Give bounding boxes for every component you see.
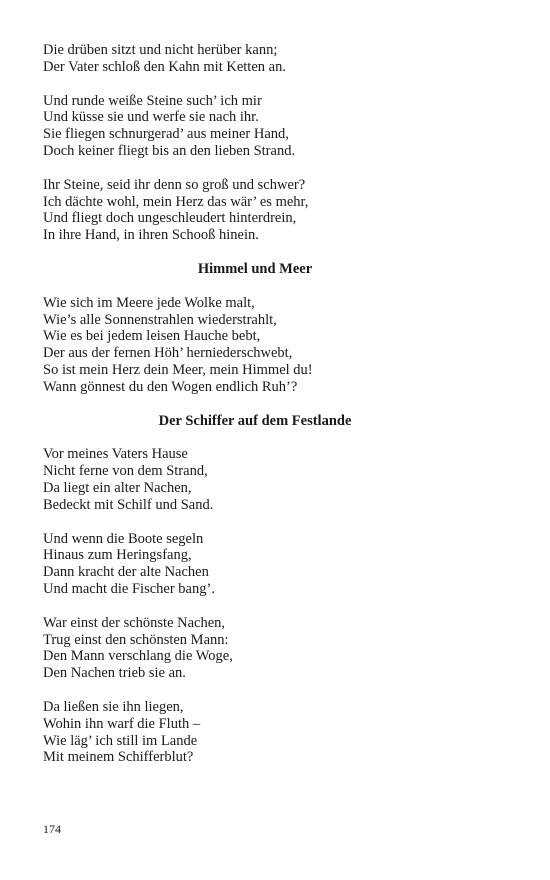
stanza	[43, 615, 467, 682]
verse-line: War einst der schönste Nachen,	[43, 614, 226, 631]
verse-line: Wie’s alle Sonnenstrahlen wiederstrahlt,	[43, 311, 277, 328]
verse-line: Dann kracht der alte Nachen	[43, 564, 209, 581]
verse-line: Da liegt ein alter Nachen,	[43, 479, 192, 496]
verse-line: Da ließen sie ihn liegen,	[43, 698, 184, 715]
verse-line: Wie sich im Meere jede Wolke malt,	[43, 294, 255, 311]
verse-line: Wann gönnest du den Wogen endlich Ruh’?	[43, 378, 298, 395]
verse-line: Wie läg’ ich still im Lande	[43, 732, 198, 749]
verse-line: Nicht ferne von dem Strand,	[43, 463, 208, 480]
page-number: 174	[43, 822, 61, 836]
verse-line: Wohin ihn warf die Fluth –	[43, 715, 201, 732]
verse-line: Der Vater schloß den Kahn mit Ketten an.	[43, 58, 286, 75]
poem-der-schiffer	[43, 413, 467, 767]
poem-title: Himmel und Meer	[197, 260, 313, 277]
verse-line: Und fliegt doch ungeschleudert hinterdrein,	[43, 210, 297, 227]
poem-continuation	[43, 42, 467, 244]
stanza	[43, 93, 467, 160]
stanza	[43, 446, 467, 513]
verse-line: Und wenn die Boote segeln	[43, 530, 204, 547]
verse-line: Ich dächte wohl, mein Herz das wär’ es mehr,	[43, 193, 309, 210]
verse-line: Und macht die Fischer bang’.	[43, 580, 215, 597]
verse-line: So ist mein Herz dein Meer, mein Himmel du!	[43, 361, 313, 378]
verse-line: Sie fliegen schnurgerad’ aus meiner Hand,	[43, 126, 289, 143]
verse-line: Ihr Steine, seid ihr denn so groß und schwer?	[43, 176, 306, 193]
verse-line: Und runde weiße Steine such’ ich mir	[43, 92, 262, 109]
stanza	[43, 699, 467, 766]
verse-line: Wie es bei jedem leisen Hauche bebt,	[43, 328, 261, 345]
verse-line: Die drüben sitzt und nicht herüber kann;	[43, 42, 278, 58]
poem-himmel-und-meer	[43, 261, 467, 396]
stanza	[43, 531, 467, 598]
verse-line: Den Mann verschlang die Woge,	[43, 648, 233, 665]
verse-line: Hinaus zum Heringsfang,	[43, 547, 192, 564]
poem-title: Der Schiffer auf dem Festlande	[158, 412, 352, 429]
page-body	[43, 42, 467, 783]
verse-line: Und küsse sie und werfe sie nach ihr.	[43, 109, 259, 126]
stanza	[43, 42, 467, 76]
verse-line: Doch keiner fliegt bis an den lieben Strand.	[43, 142, 296, 159]
verse-line: Bedeckt mit Schilf und Sand.	[43, 496, 214, 513]
verse-line: Der aus der fernen Höh’ herniederschwebt,	[43, 345, 293, 362]
verse-line: Den Nachen trieb sie an.	[43, 665, 186, 682]
verse-line: Vor meines Vaters Hause	[43, 446, 188, 463]
stanza	[43, 295, 467, 396]
verse-line: Trug einst den schönsten Mann:	[43, 631, 229, 648]
stanza	[43, 177, 467, 244]
verse-line: In ihre Hand, in ihren Schooß hinein.	[43, 227, 259, 244]
verse-line: Mit meinem Schifferblut?	[43, 749, 194, 766]
